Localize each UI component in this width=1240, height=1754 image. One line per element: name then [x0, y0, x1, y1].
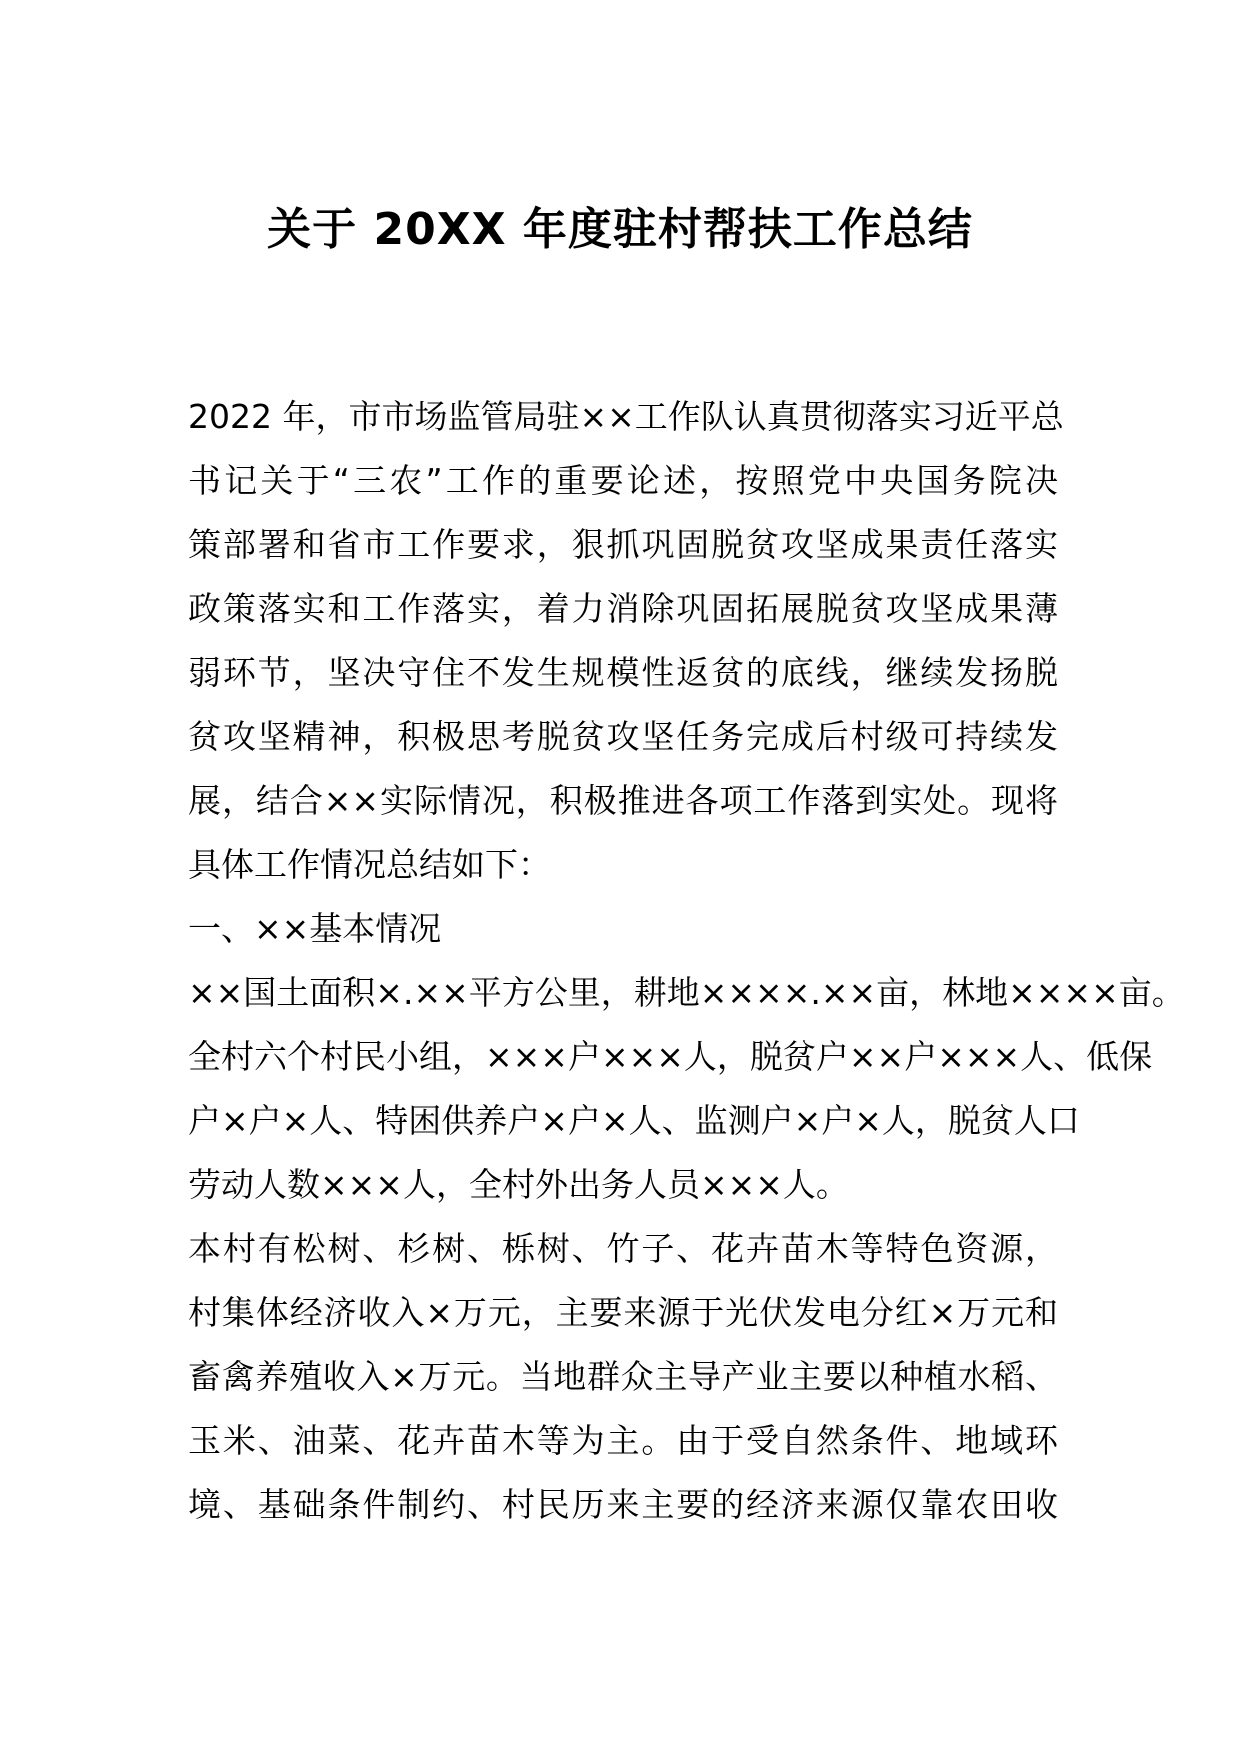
paragraph-line: ××国土面积×.××平方公里，耕地××××.××亩，林地××××亩。	[188, 973, 1185, 1012]
paragraph-line: 政策落实和工作落实，着力消除巩固拓展脱贫攻坚成果薄	[188, 589, 1058, 628]
paragraph-line: 本村有松树、杉树、栎树、竹子、花卉苗木等特色资源，	[188, 1229, 1058, 1268]
paragraph-line: 境、基础条件制约、村民历来主要的经济来源仅靠农田收	[188, 1485, 1058, 1524]
paragraph-line: 畜禽养殖收入×万元。当地群众主导产业主要以种植水稻、	[188, 1357, 1058, 1396]
paragraph-line: 展，结合××实际情况，积极推进各项工作落到实处。现将	[188, 781, 1058, 820]
paragraph-line: 户×户×人、特困供养户×户×人、监测户×户×人，脱贫人口	[188, 1101, 1080, 1140]
paragraph-line: 具体工作情况总结如下：	[188, 845, 551, 884]
paragraph-line: 2022 年，市市场监管局驻××工作队认真贯彻落实习近平总	[188, 397, 1064, 436]
paragraph-line: 策部署和省市工作要求，狠抓巩固脱贫攻坚成果责任落实	[188, 525, 1058, 564]
paragraph-line: 全村六个村民小组，×××户×××人，脱贫户××户×××人、低保	[188, 1037, 1153, 1076]
paragraph-line: 贫攻坚精神，积极思考脱贫攻坚任务完成后村级可持续发	[188, 717, 1058, 756]
document-title: 关于 20XX 年度驻村帮扶工作总结	[267, 204, 973, 255]
paragraph-line: 书记关于“三农”工作的重要论述，按照党中央国务院决	[188, 461, 1058, 500]
paragraph-line: 玉米、油菜、花卉苗木等为主。由于受自然条件、地域环	[188, 1421, 1058, 1460]
paragraph-line: 弱环节，坚决守住不发生规模性返贫的底线，继续发扬脱	[188, 653, 1058, 692]
paragraph-line: 劳动人数×××人，全村外出务人员×××人。	[188, 1165, 849, 1204]
section-heading: 一、××基本情况	[188, 909, 442, 948]
document-body	[188, 385, 1185, 1537]
paragraph-line: 村集体经济收入×万元，主要来源于光伏发电分红×万元和	[188, 1293, 1058, 1332]
